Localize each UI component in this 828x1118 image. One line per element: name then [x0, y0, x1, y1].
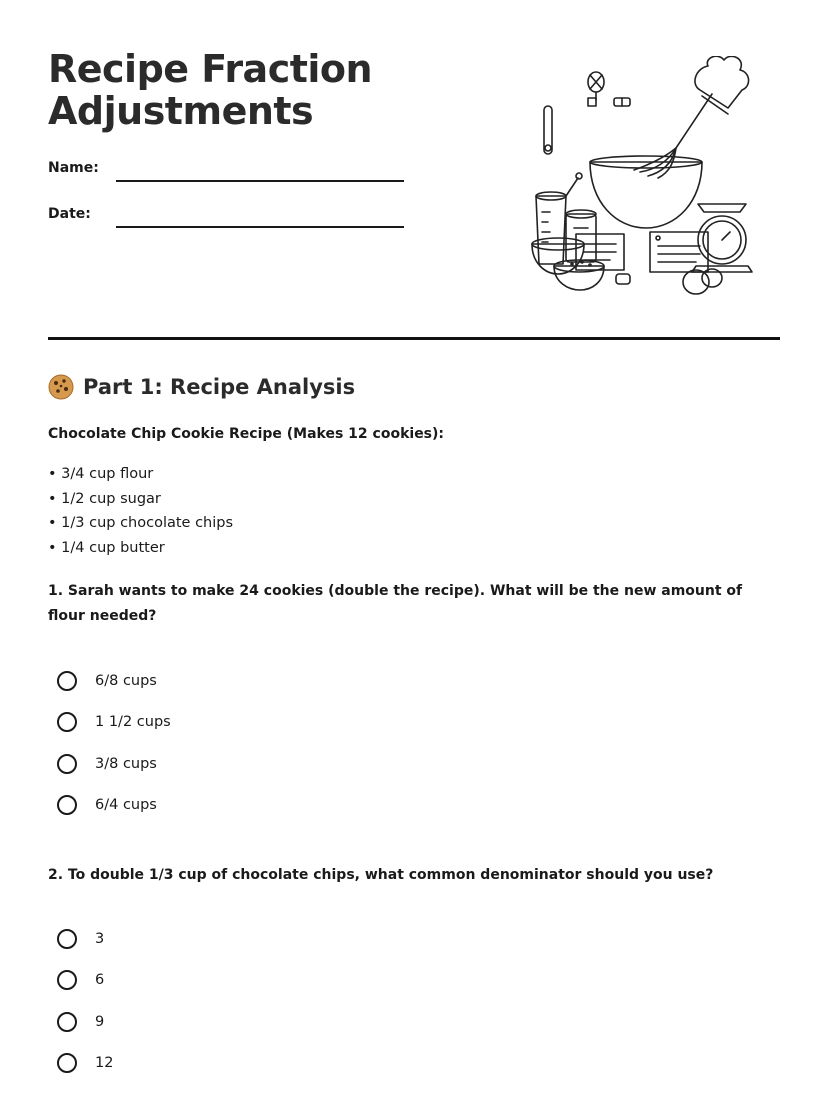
question-1-option-c[interactable] — [57, 754, 157, 774]
question-2-text: 2. To double 1/3 cup of chocolate chips, what common denominator should you use? — [48, 867, 714, 883]
option-label: 3/8 cups — [95, 756, 157, 772]
radio-button[interactable] — [57, 795, 77, 815]
part1-heading — [48, 374, 355, 400]
radio-button[interactable] — [57, 671, 77, 691]
name-label: Name: — [48, 160, 99, 176]
worksheet-title: Recipe Fraction Adjustments — [48, 47, 373, 133]
list-item: • 1/3 cup chocolate chips — [48, 515, 234, 532]
radio-button[interactable] — [57, 754, 77, 774]
recipe-title: Chocolate Chip Cookie Recipe (Makes 12 cookies): — [48, 426, 445, 442]
list-item: • 1/4 cup butter — [48, 540, 165, 557]
question-2-option-a[interactable] — [57, 929, 104, 949]
option-label: 6/8 cups — [95, 673, 157, 689]
date-field-line[interactable] — [116, 226, 404, 228]
date-label: Date: — [48, 206, 91, 222]
baking-tools-illustration — [526, 56, 766, 300]
radio-button[interactable] — [57, 929, 77, 949]
radio-button[interactable] — [57, 1012, 77, 1032]
option-label: 12 — [95, 1055, 114, 1071]
option-label: 6/4 cups — [95, 797, 157, 813]
question-1-option-d[interactable] — [57, 795, 157, 815]
question-1-option-b[interactable] — [57, 712, 171, 732]
radio-button[interactable] — [57, 970, 77, 990]
option-label: 3 — [95, 931, 105, 947]
question-2-option-d[interactable] — [57, 1053, 113, 1073]
question-1-text: 1. Sarah wants to make 24 cookies (double the recipe). What will be the new amount of flour needed? — [48, 583, 743, 624]
header-divider — [48, 337, 780, 340]
question-2-option-c[interactable] — [57, 1012, 104, 1032]
question-1-option-a[interactable] — [57, 671, 157, 691]
option-label: 1 1/2 cups — [95, 714, 171, 730]
radio-button[interactable] — [57, 1053, 77, 1073]
option-label: 6 — [95, 972, 105, 988]
list-item: • 3/4 cup flour — [48, 466, 154, 482]
name-field-line[interactable] — [116, 180, 404, 182]
list-item: • 1/2 cup sugar — [48, 490, 161, 507]
ingredient-list — [48, 462, 233, 561]
option-label: 9 — [95, 1014, 105, 1030]
radio-button[interactable] — [57, 712, 77, 732]
cookie-icon — [48, 374, 74, 400]
question-2-option-b[interactable] — [57, 970, 104, 990]
part1-heading-text: Part 1: Recipe Analysis — [83, 375, 356, 399]
